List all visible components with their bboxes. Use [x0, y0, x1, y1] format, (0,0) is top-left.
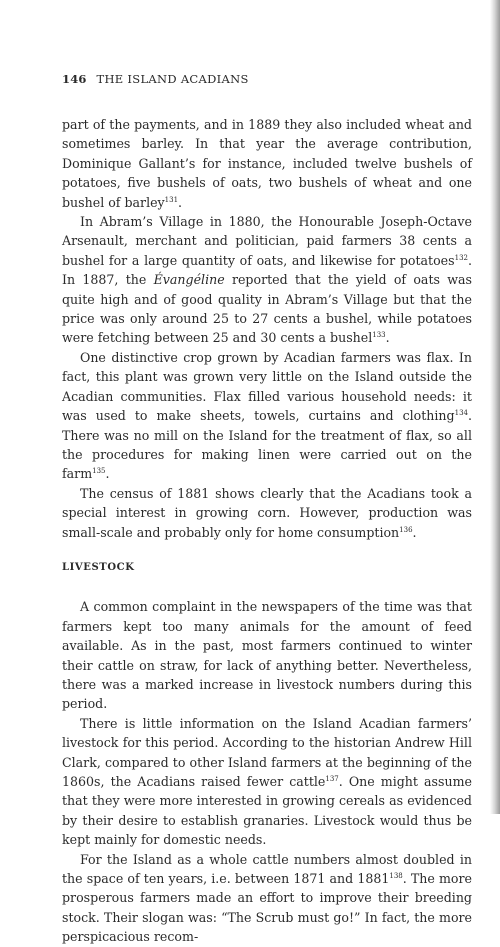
footnote-ref: 135	[92, 467, 106, 476]
text-run: The census of 1881 shows clearly that the Acadians took a special interest in growing corn. However, production was small-scale and probably only for home consumption	[62, 485, 472, 540]
running-header	[62, 72, 249, 86]
text-run: reported that the yield of oats was quite high and of good quality in Abram’s Village but that the price was only around 25 to 27 cents a bushel, while potatoes were fetching between 25 and 30 cents a bushel	[62, 272, 472, 346]
text-run: In Abram’s Village in 1880, the Honourable Joseph-Octave Arsenault, merchant and politician, paid farmers 38 cents a bushel for a large quantity of oats, and likewise for potatoes	[62, 214, 472, 268]
text-run: .	[178, 194, 183, 210]
text-run: .	[105, 466, 110, 482]
paragraph	[62, 484, 472, 542]
text-run: .	[412, 524, 417, 540]
page-number: 146	[62, 72, 87, 86]
paragraph	[62, 348, 472, 484]
text-run: For the Island as a whole cattle numbers almost doubled in the space of ten years, i.e. between 1871 and 1881	[62, 851, 472, 887]
footnote-ref: 132	[454, 253, 468, 262]
footnote-ref: 134	[454, 409, 468, 418]
paragraph	[62, 115, 472, 212]
body-text	[62, 115, 472, 947]
footnote-ref: 138	[389, 872, 403, 881]
text-run: . One might assume that they were more interested in growing cereals as evidenced by their desire to establish granaries. Livestock would thus be kept mainly for domestic needs.	[62, 774, 472, 848]
text-run: A common complaint in the newspapers of the time was that farmers kept too many animals for the amount of feed available. As in the past, most farmers continued to winter their cattle on straw, for lack of anything better. Nevertheless, there was a marked increase in livestock numbers during this period.	[62, 599, 472, 712]
footnote-ref: 137	[325, 775, 339, 783]
italic-text: Évangéline	[153, 272, 225, 288]
paragraph	[62, 597, 472, 713]
paragraph	[62, 212, 472, 348]
running-title: THE ISLAND ACADIANS	[96, 72, 249, 86]
text-run: One distinctive crop grown by Acadian farmers was flax. In fact, this plant was grown very little on the Island outside the Acadian communities. Flax filled various household needs: it was used to make sheets, towels, curtains and clothing	[62, 349, 472, 424]
paragraph	[62, 850, 472, 947]
paragraph	[62, 714, 472, 850]
section-heading: LIVESTOCK	[62, 561, 135, 573]
text-run: . The more prosperous farmers made an effort to improve their breeding stock. Their slogan was: “The Scrub must go!” In fact, the more perspicacious recom-	[62, 871, 472, 945]
footnote-ref: 131	[164, 195, 179, 204]
text-run: part of the payments, and in 1889 they also included wheat and sometimes barley. In that year the average contribution, Dominique Gallant’s for instance, included twelve bushels of potatoes, five bushels of oats, two bushels of wheat and one bushel of barley	[62, 117, 472, 210]
footnote-ref: 133	[372, 331, 386, 340]
text-run: There is little information on the Island Acadian farmers’ livestock for this period. According to the historian Andrew Hill Clark, compared to other Island farmers at the beginning of the 1860s, the Acadians raised fewer cattle	[62, 715, 472, 789]
text-run: .	[385, 330, 390, 346]
paragraphs-before-heading	[62, 115, 472, 542]
paragraphs-after-heading	[62, 597, 472, 946]
page-edge-shadow	[490, 0, 500, 814]
text-run: . In 1887, the	[62, 252, 472, 288]
text-run: . There was no mill on the Island for the treatment of flax, so all the procedures for making linen were carried out on the farm	[62, 408, 472, 482]
footnote-ref: 136	[399, 525, 413, 534]
